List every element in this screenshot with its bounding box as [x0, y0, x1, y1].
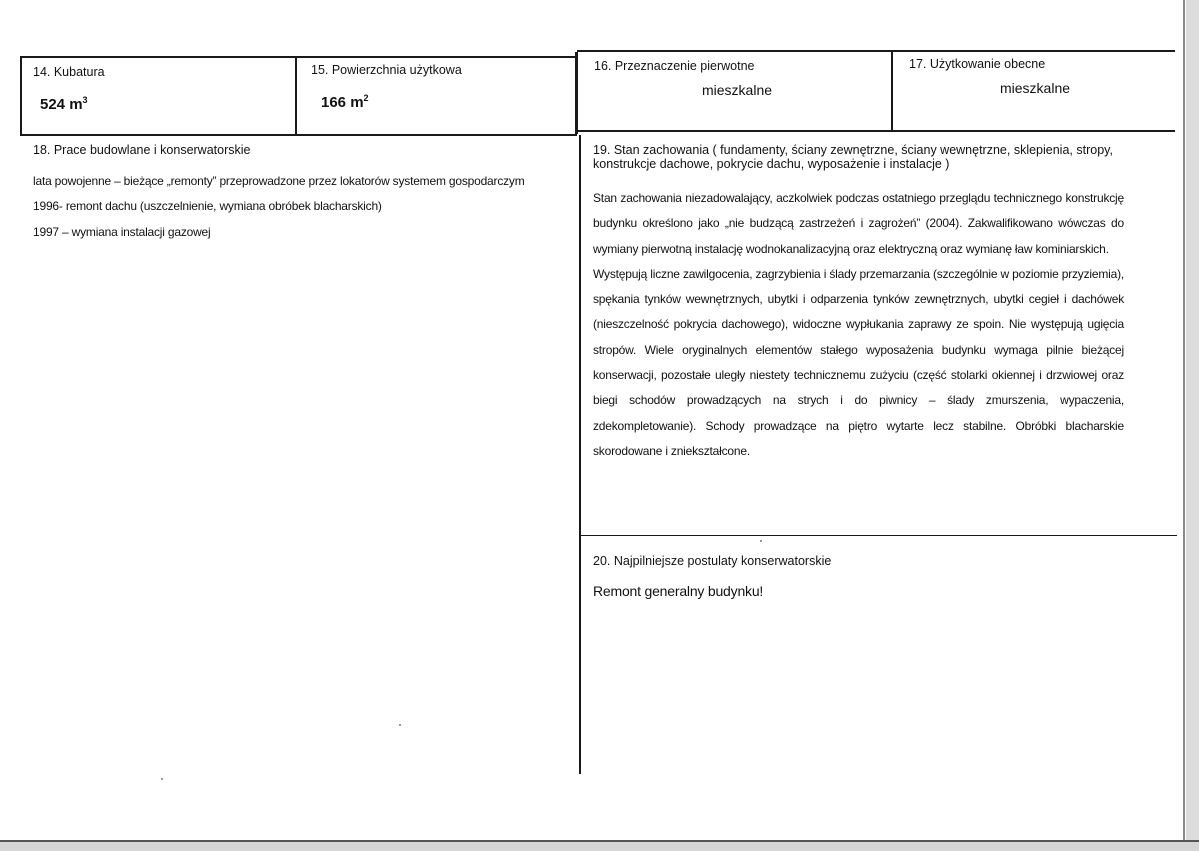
- scan-speck: [399, 724, 401, 726]
- box15-value-text: 166 m: [321, 94, 364, 111]
- scan-speck: [760, 540, 762, 542]
- box19-description: [593, 186, 1124, 464]
- box15-label: 15. Powierzchnia użytkowa: [311, 63, 462, 77]
- rule-left-edge: [20, 56, 22, 135]
- rule-divider-14-15: [295, 56, 297, 135]
- scan-edge-bottom-line: [0, 840, 1199, 842]
- box18-line-1997: 1997 – wymiana instalacji gazowej: [33, 225, 211, 239]
- scan-edge-right: [1186, 0, 1199, 851]
- box19-label-line2: konstrukcje dachowe, pokrycie dachu, wyposażenie i instalacje ): [593, 157, 950, 171]
- rule-center-upper: [575, 52, 578, 134]
- box19-label-line1: 19. Stan zachowania ( fundamenty, ściany zewnętrzne, ściany wewnętrzne, sklepienia, stropy,: [593, 143, 1113, 157]
- box15-unit-exponent: 2: [363, 93, 369, 103]
- box15-value: [321, 93, 369, 111]
- box17-value: mieszkalne: [1000, 80, 1071, 96]
- box19-paragraph-1: Stan zachowania niezadowalający, aczkolwiek podczas ostatniego przeglądu technicznego konstrukcję budynku określono jako „nie budzącą zastrzeżeń i zagrożeń” (2004). Zakwalifikowano wówczas do wymiany pierwotną instalację wodnokanalizacyjną oraz elektryczną oraz wymianę ław kominiarskich.: [593, 191, 1124, 256]
- rule-mid-left: [20, 134, 577, 136]
- rule-mid-right: [577, 130, 1175, 132]
- box18-line-1996: 1996- remont dachu (uszczelnienie, wymiana obróbek blacharskich): [33, 199, 382, 213]
- box14-value-text: 524 m: [40, 96, 83, 113]
- scan-edge-bottom: [0, 841, 1199, 851]
- scan-edge-right-line: [1183, 0, 1185, 851]
- box20-label: 20. Najpilniejsze postulaty konserwatorskie: [593, 554, 832, 568]
- rule-center-lower: [579, 135, 581, 774]
- box16-value: mieszkalne: [702, 82, 773, 98]
- box14-unit-exponent: 3: [82, 95, 88, 105]
- box16-label: 16. Przeznaczenie pierwotne: [594, 59, 755, 73]
- rule-divider-16-17: [891, 50, 893, 130]
- box19-paragraph-2: Występują liczne zawilgocenia, zagrzybienia i ślady przemarzania (szczególnie w poziomie przyziemia), spękania tynków wewnętrznych, ubytki i odparzenia tynków zewnętrznych, ubytki cegieł i dachówek (nieszczelność pokrycia dachowego), widoczne wypłukania zaprawy ze spoin. Nie występują ugięcia stropów. Wiele oryginalnych elementów stałego wyposażenia budynku wymaga pilnie bieżącej konserwacji, pozostałe uległy niestety technicznemu zużyciu (część stolarki okiennej i drzwiowej oraz biegi schodów prowadzących na strych i do piwnicy – ślady zmurszenia, wypaczenia, zdekompletowanie). Schody prowadzące na piętro wytarte lecz stabilne. Obróbki blacharskie skorodowane i zniekształcone.: [593, 266, 1124, 458]
- box14-value: [40, 95, 88, 113]
- box20-value: Remont generalny budynku!: [593, 583, 764, 599]
- rule-top-left: [20, 56, 576, 58]
- box14-label: 14. Kubatura: [33, 65, 105, 79]
- box17-label: 17. Użytkowanie obecne: [909, 57, 1046, 71]
- rule-19-20-divider: [581, 535, 1177, 536]
- box18-line-postwar: lata powojenne – bieżące „remonty” przeprowadzone przez lokatorów systemem gospodarczym: [33, 174, 525, 188]
- box18-label: 18. Prace budowlane i konserwatorskie: [33, 143, 251, 157]
- rule-top-right: [577, 50, 1175, 52]
- scan-speck: [161, 778, 163, 780]
